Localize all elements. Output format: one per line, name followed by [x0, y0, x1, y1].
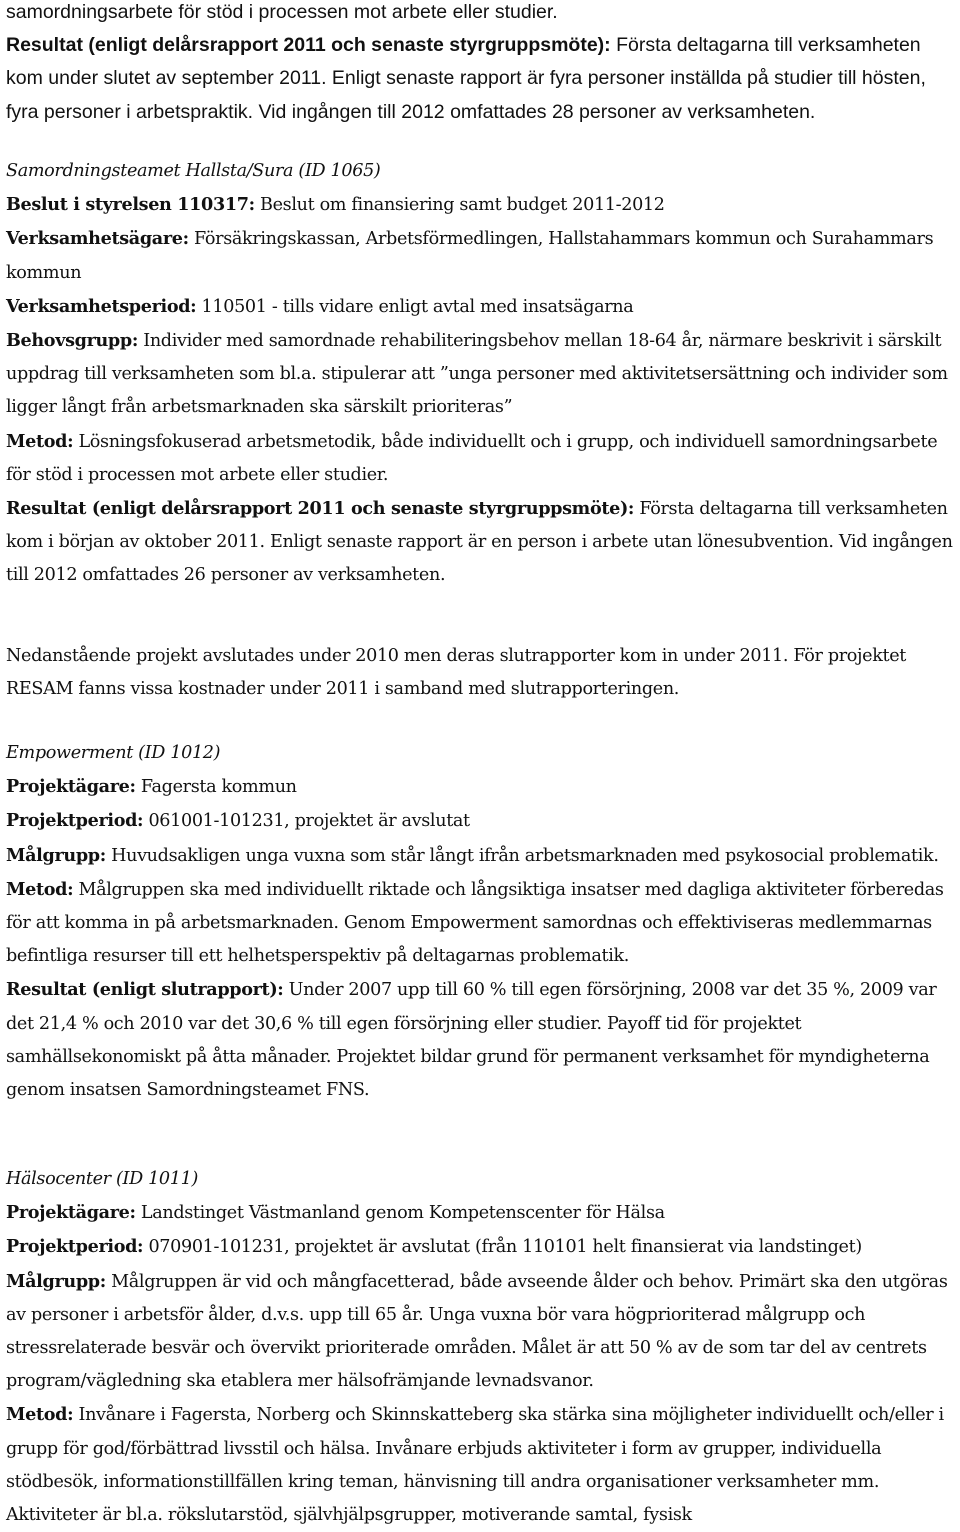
period-text: 110501 - tills vidare enligt avtal med insatsägarna [196, 296, 634, 317]
section-heading: Samordningsteamet Hallsta/Sura (ID 1065) [6, 161, 381, 181]
metod-paragraph [6, 425, 954, 492]
agare-text: Fagersta kommun [135, 777, 297, 798]
period-paragraph [6, 804, 954, 838]
metod-paragraph [6, 873, 954, 974]
metod-label: Metod: [6, 878, 74, 900]
agare-text: Landstinget Västmanland genom Kompetenscenter för Hälsa [135, 1203, 665, 1224]
agare-paragraph [6, 222, 954, 289]
agare-paragraph [6, 1196, 954, 1230]
intro-result-label: Resultat (enligt delårsrapport 2011 och senaste styrgruppsmöte): [6, 34, 611, 57]
section-heading: Hälsocenter (ID 1011) [6, 1169, 198, 1189]
metod-text: Målgruppen ska med individuellt riktade och långsiktiga insatser med dagliga aktiviteter förberedas för att komma in på arbetsmarknaden. Genom Empowerment samordnas och effektiviseras medlemmarnas befintliga resurser till ett helhetsperspektiv på deltagarnas problematik. [6, 879, 944, 967]
section-halsocenter [6, 1163, 954, 1532]
section-heading: Empowerment (ID 1012) [6, 743, 221, 763]
section-hallsta-sura [6, 155, 954, 593]
agare-label: Projektägare: [6, 1202, 136, 1224]
malgrupp-text: Målgruppen är vid och mångfacetterad, både avseende ålder och behov. Primärt ska den utgöras av personer i arbetsför ålder, d.v.s. upp till 65 år. Unga vuxna bör vara högprioriterad målgrupp och stressrelaterade besvär och övervikt prioriterade områden. Målet är att 50 % av de som tar del av centrets program/vägledning ska etablera mer hälsofrämjande levnadsvanor. [6, 1271, 948, 1392]
note-paragraph: Nedanstående projekt avslutades under 2010 men deras slutrapporter kom in under 2011. För projektet RESAM fanns vissa kostnader under 2011 i samband med slutrapporteringen. [6, 646, 907, 700]
period-paragraph [6, 1230, 954, 1264]
beslut-text: Beslut om finansiering samt budget 2011-2012 [254, 195, 665, 216]
behov-paragraph [6, 324, 954, 425]
malgrupp-text: Huvudsakligen unga vuxna som står långt ifrån arbetsmarknaden med psykosocial problematik. [105, 845, 939, 866]
metod-text: Lösningsfokuserad arbetsmetodik, både individuellt och i grupp, och individuell samordningsarbete för stöd i processen mot arbete eller studier. [6, 431, 938, 485]
beslut-paragraph [6, 188, 954, 222]
malgrupp-label: Målgrupp: [6, 844, 106, 866]
resultat-label: Resultat (enligt delårsrapport 2011 och senaste styrgruppsmöte): [6, 498, 635, 520]
metod-label: Metod: [6, 430, 74, 452]
agare-text: Försäkringskassan, Arbetsförmedlingen, Hallstahammars kommun och Surahammars kommun [6, 229, 934, 283]
period-text: 070901-101231, projektet är avslutat (från 110101 helt finansierat via landstinget) [143, 1237, 862, 1258]
malgrupp-paragraph [6, 1265, 954, 1399]
agare-paragraph [6, 770, 954, 804]
resultat-text: Första deltagarna till verksamheten kom i början av oktober 2011. Enligt senaste rapport är en person i arbete utan lönesubvention. Vid ingången till 2012 omfattades 26 personer av verksamheten. [6, 499, 953, 586]
behov-label: Behovsgrupp: [6, 330, 138, 352]
intro-block [6, 0, 954, 129]
agare-label: Verksamhetsägare: [6, 228, 189, 250]
section-empowerment [6, 737, 954, 1107]
period-label: Projektperiod: [6, 1236, 144, 1258]
intro-result-paragraph [6, 29, 954, 129]
resultat-paragraph [6, 492, 954, 593]
period-label: Verksamhetsperiod: [6, 295, 197, 317]
note-block [6, 640, 954, 706]
resultat-label: Resultat (enligt slutrapport): [6, 979, 284, 1001]
beslut-label: Beslut i styrelsen 110317: [6, 194, 255, 216]
period-text: 061001-101231, projektet är avslutat [143, 811, 470, 832]
metod-paragraph [6, 1398, 954, 1532]
resultat-paragraph [6, 973, 954, 1107]
intro-line: samordningsarbete för stöd i processen mot arbete eller studier. [6, 1, 558, 23]
malgrupp-label: Målgrupp: [6, 1270, 106, 1292]
malgrupp-paragraph [6, 839, 954, 873]
intro-result-text: Första deltagarna till verksamheten kom under slutet av september 2011. Enligt senaste rapport är fyra personer inställda på studier till hösten, fyra personer i arbetspraktik. Vid ingången till 2012 omfattades 28 personer av verksamheten. [6, 34, 926, 123]
period-label: Projektperiod: [6, 810, 144, 832]
metod-text: Invånare i Fagersta, Norberg och Skinnskatteberg ska stärka sina möjligheter individuellt och/eller i grupp för god/förbättrad livsstil och hälsa. Invånare erbjuds aktiviteter i form av grupper, individuella stödbesök, informationstillfällen kring teman, hänvisning till andra organisationer verksamheter mm. Aktiviteter är bl.a. rökslutarstöd, självhjälpsgrupper, motiverande samtal, fysisk [6, 1405, 944, 1526]
behov-text: Individer med samordnade rehabiliteringsbehov mellan 18-64 år, närmare beskrivit i särskilt uppdrag till verksamheten som bl.a. stipulerar att ”unga personer med aktivitetsersättning och individer som ligger långt från arbetsmarknaden ska särskilt prioriteras” [6, 331, 948, 418]
period-paragraph [6, 290, 954, 324]
metod-label: Metod: [6, 1404, 74, 1426]
agare-label: Projektägare: [6, 776, 136, 798]
resultat-text: Under 2007 upp till 60 % till egen försörjning, 2008 var det 35 %, 2009 var det 21,4 % och 2010 var det 30,6 % till egen försörjning eller studier. Payoff tid för projektet samhällsekonomiskt på åtta månader. Projektet bildar grund för permanent verksamhet för myndigheterna genom insatsen Samordningsteamet FNS. [6, 980, 937, 1101]
